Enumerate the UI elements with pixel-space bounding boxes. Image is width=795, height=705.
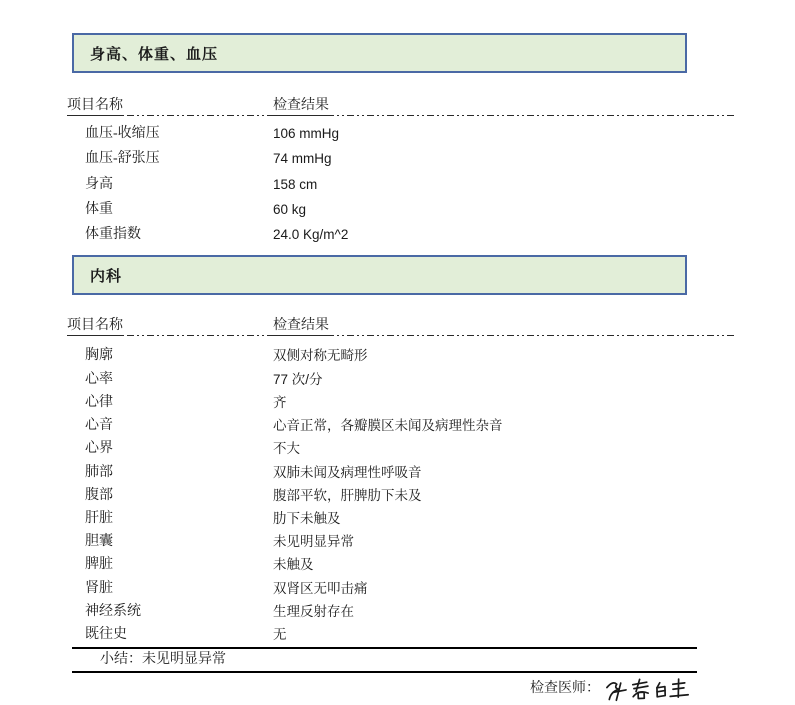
exam-result: 肋下未触及 xyxy=(273,510,341,526)
column-header-item-name: 项目名称 xyxy=(67,94,123,116)
item-name: 心界 xyxy=(85,441,113,457)
table-row xyxy=(85,344,737,367)
section-title: 内科 xyxy=(90,268,123,285)
table-row xyxy=(85,391,737,414)
exam-result: 77 次/分 xyxy=(273,371,323,387)
exam-result: 腹部平软，肝脾肋下未及 xyxy=(273,487,422,503)
table-row xyxy=(85,172,737,197)
vitals-table-body xyxy=(85,121,737,247)
item-name: 神经系统 xyxy=(85,603,141,619)
item-name: 心律 xyxy=(85,394,113,410)
exam-result: 无 xyxy=(273,626,287,642)
item-name: 心率 xyxy=(85,371,113,387)
item-name: 既往史 xyxy=(85,626,127,642)
table-row xyxy=(85,577,737,600)
exam-result: 生理反射存在 xyxy=(273,603,354,619)
table-row xyxy=(85,197,737,222)
physician-signature xyxy=(604,675,701,704)
exam-result: 106 mmHg xyxy=(273,126,340,141)
summary-band xyxy=(72,647,697,673)
item-name: 肾脏 xyxy=(85,580,113,596)
exam-result: 74 mmHg xyxy=(273,151,332,167)
exam-result: 齐 xyxy=(273,394,287,410)
exam-result: 双侧对称无畸形 xyxy=(273,348,368,364)
item-name: 心音 xyxy=(85,418,113,434)
exam-result: 未触及 xyxy=(273,557,314,573)
top-spacer xyxy=(0,0,795,33)
physician-footer xyxy=(530,677,795,703)
item-name: 体重指数 xyxy=(85,227,141,243)
exam-result: 60 kg xyxy=(273,201,307,217)
column-header-result: 检查结果 xyxy=(273,314,329,336)
section-internal-medicine xyxy=(0,255,795,646)
table-row xyxy=(85,222,737,247)
exam-result: 双肾区无叩击痛 xyxy=(273,580,368,596)
table-row xyxy=(85,553,737,576)
table-row xyxy=(85,437,737,460)
item-name: 肝脏 xyxy=(85,510,113,526)
table-row xyxy=(85,368,737,391)
table-row xyxy=(85,507,737,530)
section-title-box xyxy=(72,33,687,73)
table-row xyxy=(85,623,737,646)
table-row xyxy=(85,121,737,146)
exam-result: 158 cm xyxy=(273,176,318,192)
table-row xyxy=(85,461,737,484)
item-name: 血压-舒张压 xyxy=(85,151,160,167)
column-header-result: 检查结果 xyxy=(273,94,329,116)
table-row xyxy=(85,484,737,507)
table-header xyxy=(67,96,737,118)
item-name: 胆囊 xyxy=(85,534,113,550)
exam-result: 双肺未闻及病理性呼吸音 xyxy=(273,464,422,480)
item-name: 血压-收缩压 xyxy=(85,126,160,141)
item-name: 身高 xyxy=(85,176,113,192)
section-vitals xyxy=(0,33,795,247)
exam-result: 未见明显异常 xyxy=(273,534,354,550)
internal-medicine-table-body xyxy=(85,344,737,646)
column-header-item-name: 项目名称 xyxy=(67,314,123,336)
exam-result: 24.0 Kg/m^2 xyxy=(273,227,349,243)
table-header xyxy=(67,316,737,338)
table-row xyxy=(85,414,737,437)
table-row xyxy=(85,146,737,171)
item-name: 肺部 xyxy=(85,464,113,480)
section-title: 身高、体重、血压 xyxy=(90,46,219,63)
table-row xyxy=(85,600,737,623)
item-name: 体重 xyxy=(85,201,113,217)
item-name: 脾脏 xyxy=(85,557,113,573)
item-name: 腹部 xyxy=(85,487,113,503)
section-title-box xyxy=(72,255,687,295)
table-row xyxy=(85,530,737,553)
physician-label: 检查医师： xyxy=(530,681,600,697)
exam-result: 不大 xyxy=(273,441,300,457)
exam-result: 心音正常，各瓣膜区未闻及病理性杂音 xyxy=(273,418,503,434)
item-name: 胸廓 xyxy=(85,348,113,364)
summary-text: 小结：未见明显异常 xyxy=(100,652,226,668)
